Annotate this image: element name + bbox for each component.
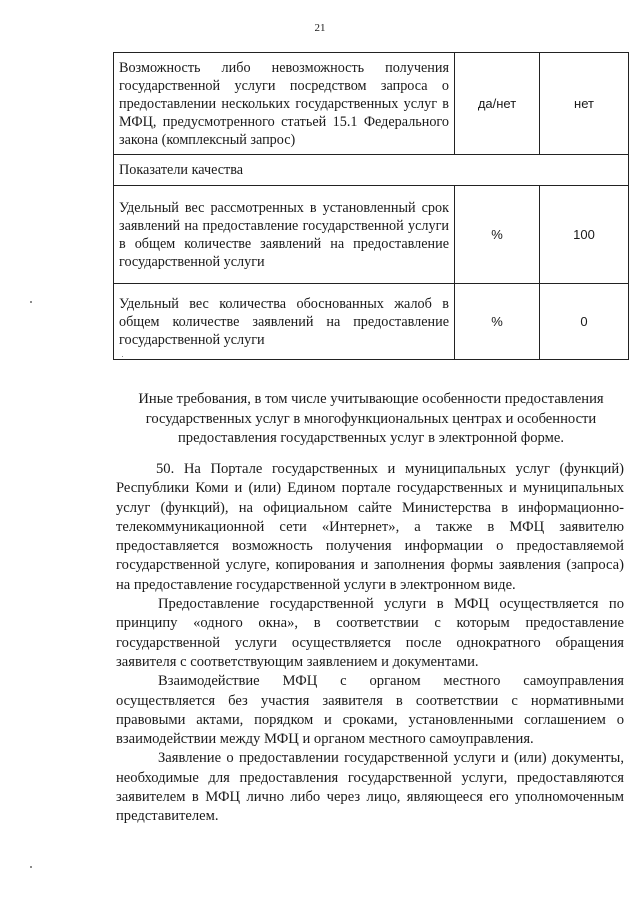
indicator-description: Удельный вес количества обоснованных жалоб в общем количестве заявлений на предоставление государственной услуги [114, 284, 455, 360]
paragraph: Предоставление государственной услуги в МФЦ осуществляется по принципу «одного окна», в соответствии с которым предоставление государственной услуги осуществляется после однократного обращения заявителя с соответствующим заявлением и документами. [116, 596, 624, 670]
table-row [114, 284, 629, 360]
indicator-unit: % [455, 186, 540, 284]
indicators-table [113, 52, 629, 360]
indicator-description: Возможность либо невозможность получения государственной услуги посредством запроса о предоставлении нескольких государственных услуг в МФЦ, предусмотренного статьей 15.1 Федерального закона (комплексный запрос) [114, 53, 455, 155]
table-section-row [114, 155, 629, 186]
indicator-value: 0 [540, 284, 629, 360]
indicator-unit: % [455, 284, 540, 360]
scan-speck [30, 866, 32, 868]
page-number: 21 [314, 22, 326, 34]
indicator-description: Удельный вес рассмотренных в установленный срок заявлений на предоставление государственной услуги в общем количестве заявлений на предоставление государственной услуги [114, 186, 455, 284]
paragraph: Взаимодействие МФЦ с органом местного самоуправления осуществляется без участия заявителя в соответствии с нормативными правовыми актами, порядком и сроками, установленными соглашением о взаимодействии между МФЦ и органом местного самоуправления. [116, 673, 624, 748]
indicator-value: нет [540, 53, 629, 155]
scan-speck [30, 301, 32, 303]
scan-speck [122, 356, 123, 357]
paragraph: Заявление о предоставлении государственной услуги и (или) документы, необходимые для предоставления государственной услуги, предоставляются заявителем в МФЦ лично либо через лицо, являющееся его уполномоченным представителем. [116, 750, 624, 825]
indicator-value: 100 [540, 186, 629, 284]
body-text [116, 460, 624, 827]
indicator-unit: да/нет [455, 53, 540, 155]
paragraph: 50. На Портале государственных и муниципальных услуг (функций) Республики Коми и (или) Едином портале государственных и муниципальных услуг (функций), на официальном сайте Министерства в информационно-телекоммуникационной сети «Интернет», а также в МФЦ заявителю предоставляется возможность получения информации о предоставляемой государственной услуге, копирования и заполнения формы заявления (запроса) на предоставление государственной услуги в электронном виде. [116, 461, 624, 593]
table-row [114, 186, 629, 284]
table-row [114, 53, 629, 155]
section-heading: Иные требования, в том числе учитывающие особенности предоставления государственных услуг в многофункциональных центрах и особенности предоставления государственных услуг в электронной форме. [138, 391, 604, 446]
section-label: Показатели качества [114, 155, 629, 186]
